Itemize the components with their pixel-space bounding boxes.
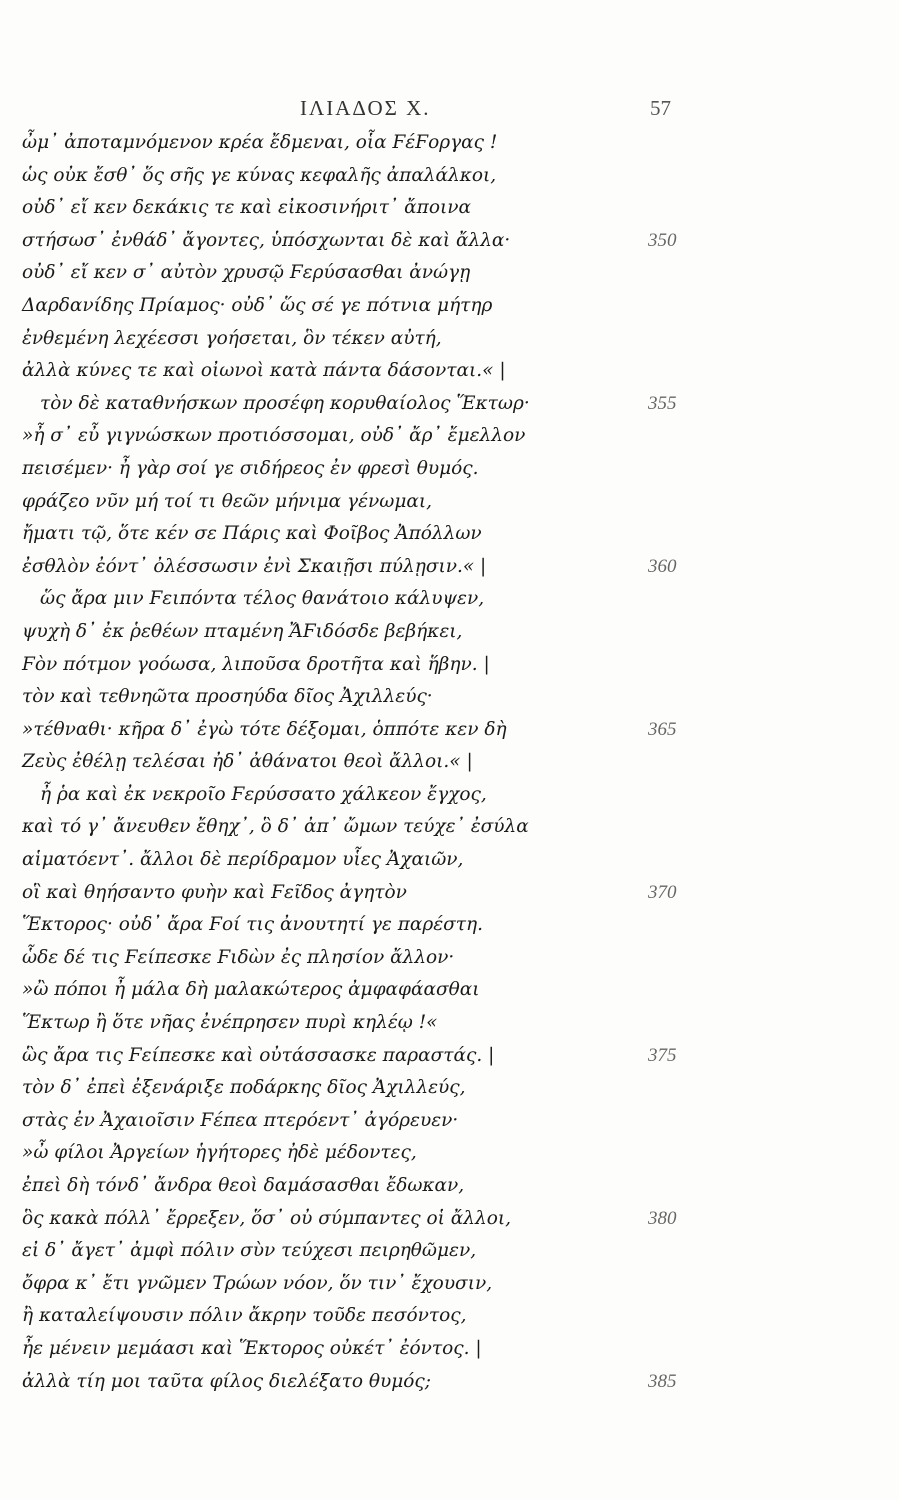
verse-text: Ζεὺς ἐθέλῃ τελέσαι ἠδ᾽ ἀθάνατοι θεοὶ ἄλλοι.« |: [22, 751, 473, 773]
verse-line: [0, 192, 899, 225]
line-number: 375: [648, 1044, 677, 1066]
page-header: [0, 96, 899, 126]
verse-line: [0, 942, 899, 975]
verse-line: [0, 355, 899, 388]
verse-line: [0, 486, 899, 519]
verse-text: φράζεο νῦν μή τοί τι θεῶν μήνιμα γένωμαι,: [22, 490, 433, 512]
verse-line: [0, 616, 899, 649]
verse-line: [0, 420, 899, 453]
verse-text: ἐνθεμένη λεχέεσσι γοήσεται, ὃν τέκεν αὐτή,: [22, 327, 442, 349]
verse-line: [0, 323, 899, 356]
verse-text: πεισέμεν· ἦ γὰρ σοί γε σιδήρεος ἐν φρεσὶ θυμός.: [22, 457, 479, 479]
verse-line: [0, 844, 899, 877]
line-number: 355: [648, 392, 677, 414]
verse-line: [0, 518, 899, 551]
page-number: 57: [650, 96, 671, 120]
verse-line: [0, 974, 899, 1007]
verse-line: [0, 1040, 899, 1073]
verse-text: ψυχὴ δ᾽ ἐκ ῥεθέων πταμένη ἌϜιδόσδε βεβήκει,: [22, 620, 463, 642]
verse-line: [0, 877, 899, 910]
verse-line: [0, 681, 899, 714]
verse-text: τὸν καὶ τεθνηῶτα προσηύδα δῖος Ἀχιλλεύς·: [22, 686, 433, 708]
verse-text: οὐδ᾽ εἴ κεν δεκάκις τε καὶ εἰκοσινήριτ᾽ ἄποινα: [22, 197, 471, 219]
verse-text: Ἕκτωρ ἢ ὅτε νῆας ἐνέπρησεν πυρὶ κηλέῳ !«: [22, 1012, 438, 1034]
verse-text: καὶ τό γ᾽ ἄνευθεν ἔθηχ᾽, ὃ δ᾽ ἀπ᾽ ὤμων τεύχε᾽ ἐσύλα: [22, 816, 529, 838]
verse-text: ὧδε δέ τις Ϝείπεσκε Ϝιδὼν ἐς πλησίον ἄλλον·: [22, 946, 455, 968]
verse-line: [0, 1300, 899, 1333]
verse-text: οὐδ᾽ εἴ κεν σ᾽ αὐτὸν χρυσῷ Ϝερύσασθαι ἀνώγῃ: [22, 262, 471, 284]
verse-text: ὄφρα κ᾽ ἔτι γνῶμεν Τρώων νόον, ὅν τιν᾽ ἔχουσιν,: [22, 1272, 493, 1294]
verse-text: εἰ δ᾽ ἄγετ᾽ ἀμφὶ πόλιν σὺν τεύχεσι πειρηθῶμεν,: [22, 1240, 477, 1262]
verse-block: [0, 127, 899, 1398]
verse-text: ὥς ἄρα μιν Ϝειπόντα τέλος θανάτοιο κάλυψεν,: [40, 588, 485, 610]
verse-line: [0, 1105, 899, 1138]
line-number: 350: [648, 229, 677, 251]
verse-text: »ὦ φίλοι Ἀργείων ἡγήτορες ἠδὲ μέδοντες,: [22, 1142, 417, 1164]
verse-text: ἢ καταλείψουσιν πόλιν ἄκρην τοῦδε πεσόντος,: [22, 1305, 467, 1327]
verse-text: τὸν δ᾽ ἐπεὶ ἐξενάριξε ποδάρκης δῖος Ἀχιλλεύς,: [22, 1077, 466, 1099]
verse-line: [0, 257, 899, 290]
verse-line: [0, 1203, 899, 1236]
line-number: 365: [648, 718, 677, 740]
verse-line: [0, 1072, 899, 1105]
verse-text: ἦε μένειν μεμάασι καὶ Ἕκτορος οὐκέτ᾽ ἐόντος. |: [22, 1337, 482, 1359]
verse-text: ἀλλὰ τίη μοι ταῦτα φίλος διελέξατο θυμός;: [22, 1370, 432, 1392]
verse-text: ἤματι τῷ, ὅτε κέν σε Πάρις καὶ Φοῖβος Ἀπόλλων: [22, 523, 482, 545]
verse-text: τὸν δὲ καταθνήσκων προσέφη κορυθαίολος Ἕκτωρ·: [40, 392, 530, 414]
verse-line: [0, 583, 899, 616]
verse-text: οἳ καὶ θηήσαντο φυὴν καὶ Ϝεῖδος ἀγητὸν: [22, 881, 407, 903]
verse-line: [0, 225, 899, 258]
verse-text: ἐπεὶ δὴ τόνδ᾽ ἄνδρα θεοὶ δαμάσασθαι ἔδωκαν,: [22, 1175, 465, 1196]
verse-line: [0, 160, 899, 193]
verse-line: [0, 714, 899, 747]
verse-text: Ἕκτορος· οὐδ᾽ ἄρα Ϝοί τις ἀνουτητί γε παρέστη.: [22, 914, 483, 936]
verse-line: [0, 811, 899, 844]
verse-text: στήσωσ᾽ ἐνθάδ᾽ ἄγοντες, ὑπόσχωνται δὲ καὶ ἄλλα·: [22, 229, 511, 251]
verse-line: [0, 746, 899, 779]
verse-text: στὰς ἐν Ἀχαιοῖσιν Ϝέπεα πτερόεντ᾽ ἀγόρευεν·: [22, 1109, 459, 1131]
verse-line: [0, 779, 899, 812]
verse-line: [0, 453, 899, 486]
verse-line: [0, 649, 899, 682]
line-number: 370: [648, 881, 677, 903]
verse-line: [0, 551, 899, 584]
verse-line: [0, 1268, 899, 1301]
verse-text: ὃς κακὰ πόλλ᾽ ἔρρεξεν, ὅσ᾽ οὐ σύμπαντες οἱ ἄλλοι,: [22, 1207, 511, 1229]
verse-text: Ϝὸν πότμον γοόωσα, λιποῦσα δροτῆτα καὶ ἥβην. |: [22, 653, 490, 675]
verse-line: [0, 1366, 899, 1399]
verse-text: αἱματόεντ᾽. ἄλλοι δὲ περίδραμον υἷες Ἀχαιῶν,: [22, 849, 464, 871]
verse-text: Δαρδανίδης Πρίαμος· οὐδ᾽ ὥς σέ γε πότνια μήτηρ: [22, 294, 493, 316]
verse-line: [0, 1235, 899, 1268]
verse-line: [0, 388, 899, 421]
line-number: 360: [648, 555, 677, 577]
verse-line: [0, 1007, 899, 1040]
line-number: 380: [648, 1207, 677, 1229]
verse-text: ἀλλὰ κύνες τε καὶ οἰωνοὶ κατὰ πάντα δάσονται.« |: [22, 360, 506, 382]
verse-line: [0, 1333, 899, 1366]
verse-line: [0, 290, 899, 323]
verse-text: »ὢ πόποι ἦ μάλα δὴ μαλακώτερος ἀμφαφάασθαι: [22, 979, 480, 1001]
verse-text: ἦ ῥα καὶ ἐκ νεκροῖο Ϝερύσσατο χάλκεον ἔγχος,: [40, 783, 487, 805]
verse-line: [0, 127, 899, 160]
verse-text: ἐσθλὸν ἐόντ᾽ ὀλέσσωσιν ἐνὶ Σκαιῇσι πύλῃσιν.« |: [22, 555, 487, 577]
verse-text: ὦμ᾽ ἀποταμνόμενον κρέα ἔδμεναι, οἷα ϜέϜοργας !: [22, 132, 498, 153]
line-number: 385: [648, 1370, 677, 1392]
verse-line: [0, 1137, 899, 1170]
verse-text: ὣς ἄρα τις Ϝείπεσκε καὶ οὐτάσσασκε παραστάς. |: [22, 1044, 495, 1066]
running-title: ΙΛΙΑΔΟΣ Χ.: [300, 96, 431, 120]
verse-text: »τέθναθι· κῆρα δ᾽ ἐγὼ τότε δέξομαι, ὁππότε κεν δὴ: [22, 718, 507, 740]
verse-line: [0, 1170, 899, 1203]
verse-text: »ἦ σ᾽ εὖ γιγνώσκων προτιόσσομαι, οὐδ᾽ ἄρ᾽ ἔμελλον: [22, 425, 526, 447]
verse-line: [0, 909, 899, 942]
verse-text: ὡς οὐκ ἔσθ᾽ ὅς σῆς γε κύνας κεφαλῆς ἀπαλάλκοι,: [22, 164, 497, 186]
